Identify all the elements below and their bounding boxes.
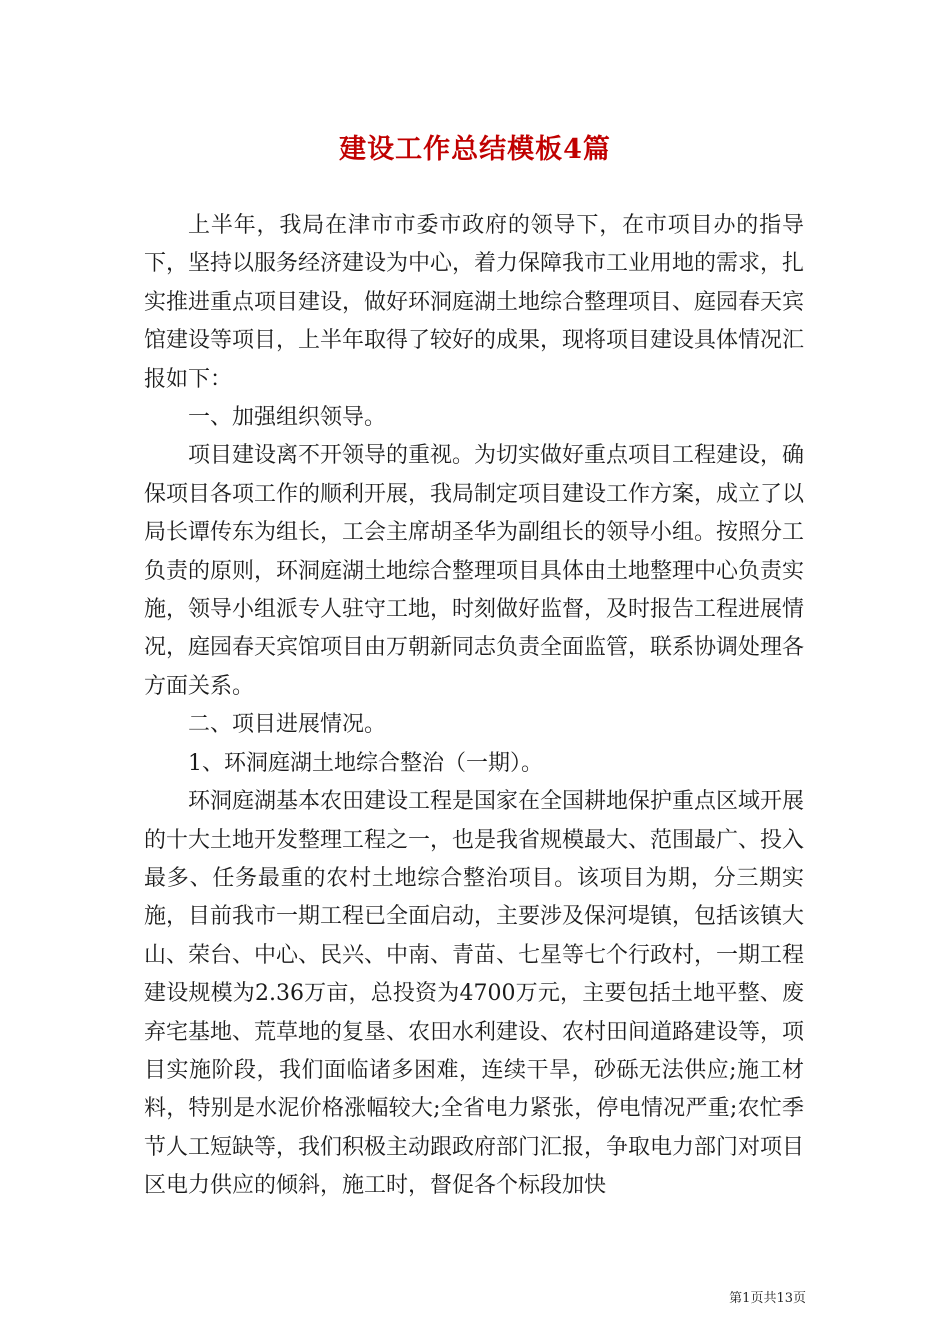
section-heading-2: 二、项目进展情况。 xyxy=(188,712,387,738)
document-body xyxy=(144,207,804,1206)
document-title: 建设工作总结模板4篇 xyxy=(339,134,611,165)
subsection-heading-1: 1、环洞庭湖土地综合整治（一期）。 xyxy=(188,750,543,776)
paragraph-organization: 项目建设离不开领导的重视。为切实做好重点项目工程建设，确保项目各项工作的顺利开展，我局制定项目建设工作方案，成立了以局长谭传东为组长，工会主席胡圣华为副组长的领导小组。按照分工负责的原则，环洞庭湖土地综合整理项目具体由土地整理中心负责实施，领导小组派专人驻守工地，时刻做好监督，及时报告工程进展情况，庭园春天宾馆项目由万朝新同志负责全面监管，联系协调处理各方面关系。 xyxy=(144,443,805,699)
section-heading-1: 一、加强组织领导。 xyxy=(188,405,387,431)
page-number-footer: 第1页共13页 xyxy=(729,1291,806,1306)
paragraph-project-details: 环洞庭湖基本农田建设工程是国家在全国耕地保护重点区域开展的十大土地开发整理工程之一，也是我省规模最大、范围最广、投入最多、任务最重的农村土地综合整治项目。该项目为期，分三期实施，目前我市一期工程已全面启动，主要涉及保河堤镇，包括该镇大山、荣台、中心、民兴、中南、青苗、七星等七个行政村，一期工程建设规模为2.36万亩，总投资为4700万元，主要包括土地平整、废弃宅基地、荒草地的复垦、农田水利建设、农村田间道路建设等，项目实施阶段，我们面临诸多困难，连续干旱，砂砾无法供应;施工材料，特别是水泥价格涨幅较大;全省电力紧张，停电情况严重;农忙季节人工短缺等，我们积极主动跟政府部门汇报，争取电力部门对项目区电力供应的倾斜，施工时，督促各个标段加快 xyxy=(144,789,805,1199)
paragraph-intro: 上半年，我局在津市市委市政府的领导下，在市项目办的指导下，坚持以服务经济建设为中心，着力保障我市工业用地的需求，扎实推进重点项目建设，做好环洞庭湖土地综合整理项目、庭园春天宾馆建设等项目，上半年取得了较好的成果，现将项目建设具体情况汇报如下： xyxy=(144,213,805,392)
